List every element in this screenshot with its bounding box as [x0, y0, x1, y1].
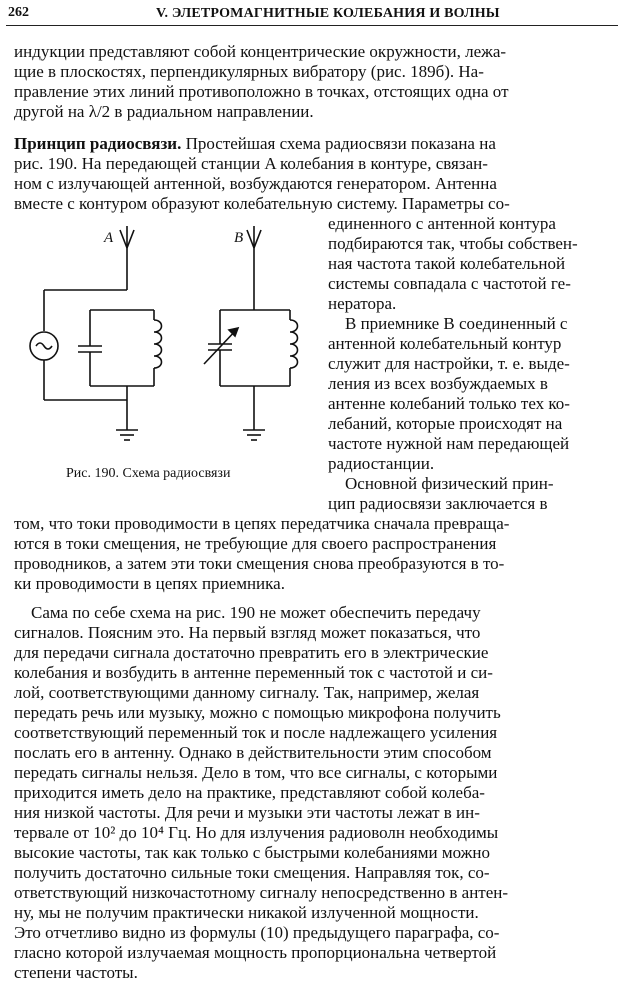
text-line: ются в токи смещения, не требующие для своего распространения: [14, 534, 497, 553]
text-line: единенного с антенной контура: [328, 214, 556, 233]
text-line: для передачи сигнала достаточно превратить его в электрические: [14, 643, 489, 662]
text-line: передать сигналы нельзя. Дело в том, что все сигналы, с которыми: [14, 763, 498, 782]
section-first-line-rest: Простейшая схема радиосвязи показана на: [181, 134, 496, 153]
text-line: передать речь или музыку, можно с помощью микрофона получить: [14, 703, 501, 722]
text-line: подбираются так, чтобы собствен-: [328, 234, 578, 253]
text-line: ном с излучающей антенной, возбуждаются генератором. Антенна: [14, 174, 497, 193]
ground-b-icon: [243, 430, 265, 440]
text-line: В приемнике B соединенный с: [328, 314, 568, 333]
text-line: радиостанции.: [328, 454, 435, 473]
text-line: получить достаточно сильные токи смещения. Направляя ток, со-: [14, 863, 490, 882]
page-number: 262: [8, 5, 29, 20]
text-line: приходится иметь дело на практике, представляют собой колеба-: [14, 783, 485, 802]
text-line: колебания и возбудить в антенне переменный ток с частотой и си-: [14, 663, 493, 682]
text-line: гласно которой излучаемая мощность пропорциональна четвертой: [14, 943, 497, 962]
antenna-b-icon: [247, 226, 261, 248]
inductor-icon: [290, 320, 298, 368]
text-line: другой на λ/2 в радиальном направлении.: [14, 102, 314, 121]
text-line: нератора.: [328, 294, 397, 313]
text-line: щие в плоскостях, перпендикулярных вибратору (рис. 189б). На-: [14, 62, 484, 81]
text-line: ну, мы не получим практически никакой излученной мощности.: [14, 903, 479, 922]
text-line: правление этих линий противоположно в точках, отстоящих одна от: [14, 82, 509, 101]
figure-label-a: A: [104, 230, 114, 246]
figure-label-b: B: [234, 230, 244, 246]
arrow-head-icon: [229, 328, 238, 336]
text-line: тервале от 10² до 10⁴ Гц. Но для излучения радиоволн необходимы: [14, 823, 499, 842]
running-title: V. ЭЛЕТРОМАГНИТНЫЕ КОЛЕБАНИЯ И ВОЛНЫ: [156, 6, 500, 21]
text-line: индукции представляют собой концентрические окружности, лежа-: [14, 42, 507, 61]
sine-icon: [36, 343, 52, 349]
radio-circuit-figure: [28, 218, 308, 458]
text-line: ния низкой частоты. Для речи и музыки эти частоты лежат в ин-: [14, 803, 480, 822]
text-line: ная частота такой колебательной: [328, 254, 566, 273]
text-line: служит для настройки, т. е. выде-: [328, 354, 570, 373]
text-line: Это отчетливо видно из формулы (10) предыдущего параграфа, со-: [14, 923, 500, 942]
text-line: лебаний, которые происходят на: [328, 414, 563, 433]
inductor-icon: [154, 320, 162, 368]
text-line: ки проводимости в цепях приемника.: [14, 574, 285, 593]
text-line: рис. 190. На передающей станции A колебания в контуре, связан-: [14, 154, 488, 173]
text-line: лой, соответствующими данному сигналу. Так, например, желая: [14, 683, 480, 702]
text-line: Сама по себе схема на рис. 190 не может обеспечить передачу: [14, 603, 481, 622]
text-line: высокие частоты, так как только с быстрыми колебаниями можно: [14, 843, 490, 862]
text-line: Основной физический прин-: [328, 474, 554, 493]
text-line: вместе с контуром образуют колебательную систему. Параметры со-: [14, 194, 510, 213]
text-line: том, что токи проводимости в цепях передатчика сначала превраща-: [14, 514, 510, 533]
text-line: соответствующий переменный ток и после надлежащего усиления: [14, 723, 498, 742]
text-line: частоте нужной нам передающей: [328, 434, 570, 453]
text-line: антенне колебаний только тех ко-: [328, 394, 570, 413]
text-line: ления из всех возбуждаемых в: [328, 374, 548, 393]
text-line: системы совпадала с частотой ге-: [328, 274, 571, 293]
section-heading: Принцип радиосвязи.: [14, 134, 182, 153]
text-line: степени частоты.: [14, 963, 138, 982]
text-line: антенной колебательный контур: [328, 334, 562, 353]
text-line: послать его в антенну. Однако в действительности этим способом: [14, 743, 492, 762]
text-line: цип радиосвязи заключается в: [328, 494, 548, 513]
section-first-line: [14, 134, 496, 154]
figure-caption: Рис. 190. Схема радиосвязи: [66, 466, 231, 481]
ground-a-icon: [116, 430, 138, 440]
text-line: ответствующий низкочастотному сигналу непосредственно в антен-: [14, 883, 509, 902]
text-line: проводников, а затем эти токи смещения снова преобразуются в то-: [14, 554, 505, 573]
page-header: [6, 5, 618, 26]
antenna-a-icon: [120, 226, 134, 248]
text-line: сигналов. Поясним это. На первый взгляд может показаться, что: [14, 623, 481, 642]
